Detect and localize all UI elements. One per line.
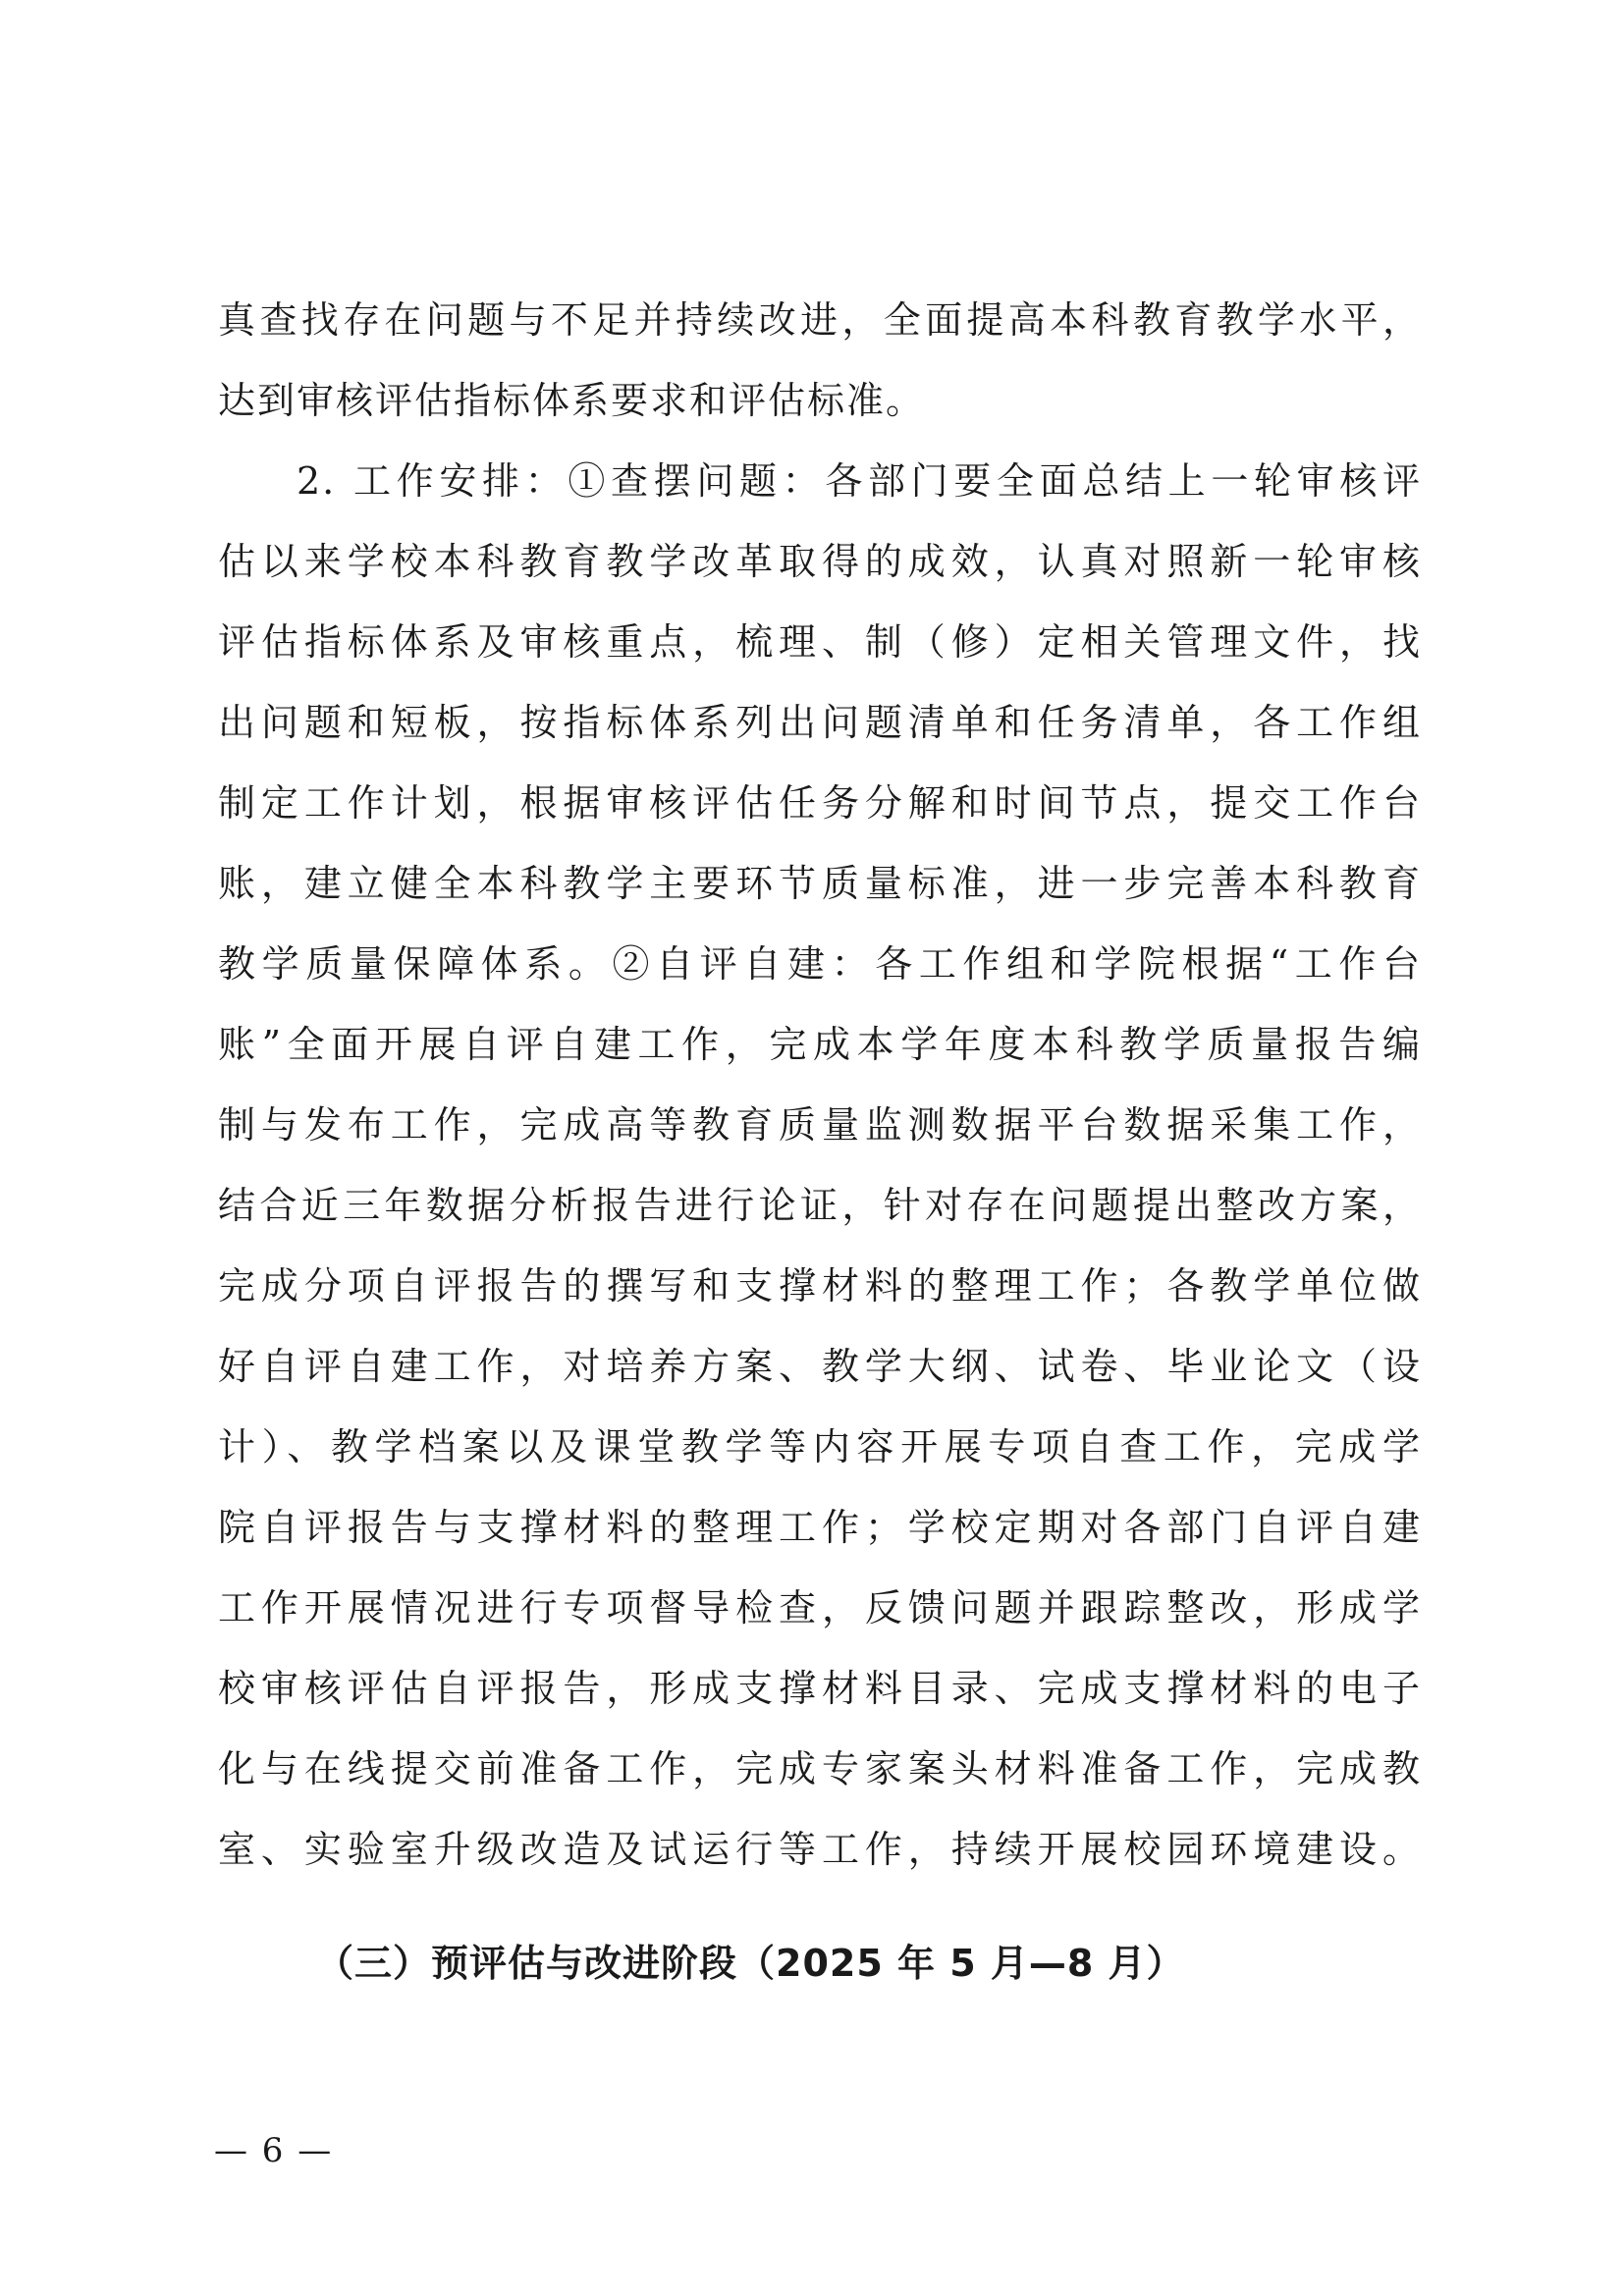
paragraph-1-line-1: 真查找存在问题与不足并持续改进，全面提高本科教育教学水平， [218,298,1422,342]
section-heading: （三）预评估与改进阶段（2025 年 5 月—8 月） [316,1942,1185,1985]
paragraph-2-line-3: 评估指标体系及审核重点，梳理、制（修）定相关管理文件，找 [218,620,1422,664]
paragraph-2-line-9: 制与发布工作，完成高等教育质量监测数据平台数据采集工作， [218,1103,1422,1147]
paragraph-2-line-13: 计）、教学档案以及课堂教学等内容开展专项自查工作，完成学 [218,1425,1422,1468]
paragraph-2-line-14: 院自评报告与支撑材料的整理工作；学校定期对各部门自评自建 [218,1506,1422,1549]
paragraph-2-line-2: 估以来学校本科教育教学改革取得的成效，认真对照新一轮审核 [218,540,1422,583]
paragraph-2-line-7: 教学质量保障体系。②自评自建：各工作组和学院根据“工作台 [218,942,1422,986]
paragraph-2-line-1: 2. 工作安排：①查摆问题：各部门要全面总结上一轮审核评 [297,459,1422,503]
paragraph-2-line-18: 室、实验室升级改造及试运行等工作，持续开展校园环境建设。 [218,1828,1422,1871]
paragraph-2-line-5: 制定工作计划，根据审核评估任务分解和时间节点，提交工作台 [218,781,1422,825]
paragraph-2-line-6: 账，建立健全本科教学主要环节质量标准，进一步完善本科教育 [218,862,1422,905]
paragraph-2-line-16: 校审核评估自评报告，形成支撑材料目录、完成支撑材料的电子 [218,1667,1422,1710]
paragraph-2-line-12: 好自评自建工作，对培养方案、教学大纲、试卷、毕业论文（设 [218,1345,1422,1388]
paragraph-2-line-10: 结合近三年数据分析报告进行论证，针对存在问题提出整改方案， [218,1184,1422,1227]
page-number: — 6 — [214,2131,334,2170]
paragraph-2-line-8: 账”全面开展自评自建工作，完成本学年度本科教学质量报告编 [218,1023,1422,1066]
paragraph-2-line-17: 化与在线提交前准备工作，完成专家案头材料准备工作，完成教 [218,1747,1422,1790]
paragraph-1-line-2: 达到审核评估指标体系要求和评估标准。 [218,379,926,422]
paragraph-2-line-11: 完成分项自评报告的撰写和支撑材料的整理工作；各教学单位做 [218,1264,1422,1308]
paragraph-2-line-15: 工作开展情况进行专项督导检查，反馈问题并跟踪整改，形成学 [218,1586,1422,1629]
paragraph-2-line-4: 出问题和短板，按指标体系列出问题清单和任务清单，各工作组 [218,701,1422,744]
